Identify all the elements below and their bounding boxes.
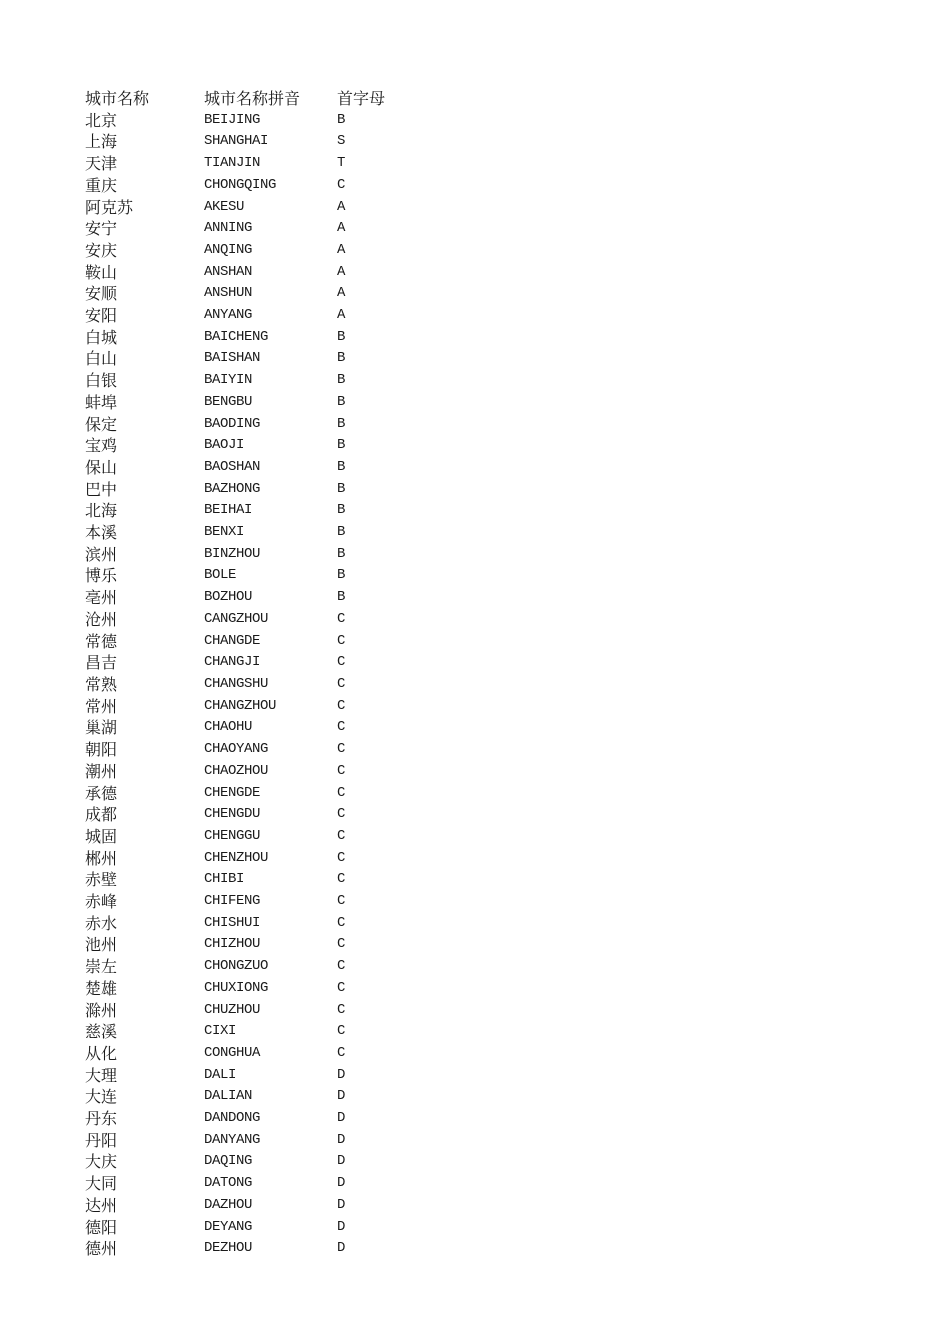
city-initial-cell: B: [337, 502, 346, 519]
city-initial-cell: B: [337, 524, 346, 541]
city-initial-cell: C: [337, 719, 346, 736]
city-initial-cell: C: [337, 654, 346, 671]
table-row: [85, 435, 407, 457]
city-name-cell: 白银: [85, 371, 118, 391]
city-name-cell: 安庆: [85, 240, 118, 260]
city-initial-cell: B: [337, 393, 346, 410]
table-row: [85, 869, 407, 891]
city-pinyin-cell: CHANGJI: [204, 654, 261, 671]
city-initial-cell: A: [337, 285, 346, 302]
city-name-cell: 大理: [85, 1065, 118, 1085]
table-row: [85, 631, 407, 653]
table-row: [85, 457, 407, 479]
city-name-cell: 丹东: [85, 1109, 118, 1129]
table-row: [85, 717, 407, 739]
city-pinyin-cell: CHIBI: [204, 871, 245, 888]
table-row: [85, 978, 407, 1000]
city-pinyin-cell: ANQING: [204, 241, 253, 258]
city-pinyin-cell: BENXI: [204, 524, 245, 541]
city-pinyin-cell: BOLE: [204, 567, 237, 584]
city-initial-cell: C: [337, 675, 346, 692]
city-name-cell: 常熟: [85, 674, 118, 694]
city-pinyin-cell: CHANGZHOU: [204, 697, 277, 714]
city-pinyin-cell: CONGHUA: [204, 1044, 261, 1061]
table-row: [85, 1238, 407, 1260]
table-row: [85, 110, 407, 132]
city-initial-cell: B: [337, 111, 346, 128]
city-name-cell: 崇左: [85, 957, 118, 977]
city-name-cell: 阿克苏: [85, 197, 134, 217]
city-pinyin-cell: CHONGQING: [204, 176, 277, 193]
city-initial-cell: C: [337, 936, 346, 953]
city-pinyin-cell: ANNING: [204, 220, 253, 237]
city-pinyin-cell: BAISHAN: [204, 350, 261, 367]
table-row: [85, 1108, 407, 1130]
city-name-cell: 沧州: [85, 609, 118, 629]
city-initial-cell: D: [337, 1110, 346, 1127]
header-city-pinyin: 城市名称拼音: [204, 89, 301, 108]
city-name-cell: 安阳: [85, 306, 118, 326]
city-name-cell: 保山: [85, 457, 118, 477]
city-initial-cell: C: [337, 1001, 346, 1018]
city-name-cell: 潮州: [85, 761, 118, 781]
city-pinyin-cell: BOZHOU: [204, 589, 253, 606]
city-pinyin-cell: DALIAN: [204, 1088, 253, 1105]
city-name-cell: 北京: [85, 110, 118, 130]
city-name-cell: 丹阳: [85, 1130, 118, 1150]
city-initial-cell: C: [337, 1023, 346, 1040]
table-row: [85, 522, 407, 544]
city-name-cell: 滨州: [85, 544, 118, 564]
table-row: [85, 1151, 407, 1173]
city-pinyin-cell: BAOJI: [204, 437, 245, 454]
city-initial-cell: B: [337, 328, 346, 345]
city-initial-cell: C: [337, 632, 346, 649]
city-pinyin-cell: CHAOHU: [204, 719, 253, 736]
city-name-cell: 保定: [85, 414, 118, 434]
city-name-cell: 本溪: [85, 523, 118, 543]
city-list-sheet: [85, 88, 407, 1260]
city-name-cell: 德阳: [85, 1217, 118, 1237]
city-name-cell: 慈溪: [85, 1022, 118, 1042]
city-name-cell: 赤壁: [85, 870, 118, 890]
table-row: [85, 1217, 407, 1239]
city-initial-cell: A: [337, 307, 346, 324]
header-initial: 首字母: [337, 89, 386, 108]
table-row: [85, 783, 407, 805]
header-city-name: 城市名称: [85, 89, 150, 108]
table-row: [85, 565, 407, 587]
city-pinyin-cell: DAQING: [204, 1153, 253, 1170]
city-initial-cell: C: [337, 784, 346, 801]
city-pinyin-cell: CHENZHOU: [204, 849, 269, 866]
city-initial-cell: B: [337, 437, 346, 454]
city-pinyin-cell: CHAOZHOU: [204, 762, 269, 779]
city-pinyin-cell: CHANGSHU: [204, 675, 269, 692]
table-row: [85, 370, 407, 392]
city-pinyin-cell: BEIJING: [204, 111, 261, 128]
city-pinyin-cell: BAIYIN: [204, 372, 253, 389]
city-name-cell: 池州: [85, 935, 118, 955]
city-name-cell: 朝阳: [85, 740, 118, 760]
city-pinyin-cell: BAOSHAN: [204, 458, 261, 475]
table-row: [85, 1021, 407, 1043]
city-initial-cell: B: [337, 545, 346, 562]
city-initial-cell: C: [337, 914, 346, 931]
table-row: [85, 392, 407, 414]
city-initial-cell: C: [337, 741, 346, 758]
city-name-cell: 从化: [85, 1043, 118, 1063]
table-row: [85, 218, 407, 240]
table-row: [85, 674, 407, 696]
city-initial-cell: D: [337, 1153, 346, 1170]
city-pinyin-cell: TIANJIN: [204, 155, 261, 172]
city-initial-cell: B: [337, 350, 346, 367]
table-row: [85, 327, 407, 349]
table-row: [85, 848, 407, 870]
city-pinyin-cell: DALI: [204, 1066, 237, 1083]
city-pinyin-cell: CHENGDU: [204, 806, 261, 823]
city-pinyin-cell: ANSHAN: [204, 263, 253, 280]
city-initial-cell: B: [337, 567, 346, 584]
city-initial-cell: S: [337, 133, 346, 150]
city-initial-cell: T: [337, 155, 346, 172]
table-row: [85, 609, 407, 631]
city-pinyin-cell: BAICHENG: [204, 328, 269, 345]
table-row: [85, 500, 407, 522]
city-pinyin-cell: SHANGHAI: [204, 133, 269, 150]
city-name-cell: 达州: [85, 1195, 118, 1215]
table-row: [85, 544, 407, 566]
city-initial-cell: D: [337, 1131, 346, 1148]
city-pinyin-cell: BAODING: [204, 415, 261, 432]
city-pinyin-cell: CHANGDE: [204, 632, 261, 649]
city-initial-cell: C: [337, 806, 346, 823]
city-name-cell: 北海: [85, 501, 118, 521]
city-pinyin-cell: CHUXIONG: [204, 979, 269, 996]
city-name-cell: 白城: [85, 327, 118, 347]
city-name-cell: 大同: [85, 1174, 118, 1194]
city-name-cell: 亳州: [85, 588, 118, 608]
city-name-cell: 白山: [85, 349, 118, 369]
city-pinyin-cell: DANYANG: [204, 1131, 261, 1148]
table-row: [85, 131, 407, 153]
city-initial-cell: C: [337, 1044, 346, 1061]
city-pinyin-cell: CHONGZUO: [204, 958, 269, 975]
city-name-cell: 安宁: [85, 219, 118, 239]
city-name-cell: 上海: [85, 132, 118, 152]
table-row: [85, 1000, 407, 1022]
city-initial-cell: C: [337, 762, 346, 779]
table-row: [85, 934, 407, 956]
city-pinyin-cell: AKESU: [204, 198, 245, 215]
city-pinyin-cell: ANYANG: [204, 307, 253, 324]
city-pinyin-cell: DATONG: [204, 1175, 253, 1192]
header-row: [85, 88, 407, 110]
city-name-cell: 郴州: [85, 848, 118, 868]
city-name-cell: 安顺: [85, 284, 118, 304]
table-row: [85, 1086, 407, 1108]
city-name-cell: 德州: [85, 1239, 118, 1259]
table-row: [85, 175, 407, 197]
city-initial-cell: B: [337, 372, 346, 389]
city-initial-cell: A: [337, 198, 346, 215]
table-row: [85, 761, 407, 783]
city-initial-cell: C: [337, 697, 346, 714]
city-name-cell: 成都: [85, 805, 118, 825]
city-initial-cell: A: [337, 220, 346, 237]
city-name-cell: 楚雄: [85, 978, 118, 998]
table-row: [85, 197, 407, 219]
city-initial-cell: C: [337, 871, 346, 888]
table-row: [85, 891, 407, 913]
table-row: [85, 1130, 407, 1152]
city-initial-cell: D: [337, 1218, 346, 1235]
city-name-cell: 巢湖: [85, 718, 118, 738]
city-pinyin-cell: CHENGDE: [204, 784, 261, 801]
city-initial-cell: C: [337, 849, 346, 866]
table-row: [85, 587, 407, 609]
table-row: [85, 913, 407, 935]
city-name-cell: 常德: [85, 631, 118, 651]
table-row: [85, 240, 407, 262]
city-initial-cell: B: [337, 480, 346, 497]
city-pinyin-cell: BINZHOU: [204, 545, 261, 562]
table-row: [85, 1173, 407, 1195]
table-row: [85, 153, 407, 175]
city-initial-cell: D: [337, 1240, 346, 1257]
city-initial-cell: C: [337, 958, 346, 975]
city-pinyin-cell: CHIFENG: [204, 893, 261, 910]
city-pinyin-cell: DEZHOU: [204, 1240, 253, 1257]
city-initial-cell: A: [337, 263, 346, 280]
city-initial-cell: C: [337, 610, 346, 627]
city-name-cell: 博乐: [85, 566, 118, 586]
table-row: [85, 1043, 407, 1065]
city-table: [85, 88, 407, 1260]
city-initial-cell: A: [337, 241, 346, 258]
city-name-cell: 巴中: [85, 479, 118, 499]
table-row: [85, 479, 407, 501]
city-pinyin-cell: BAZHONG: [204, 480, 261, 497]
city-pinyin-cell: BENGBU: [204, 393, 253, 410]
table-row: [85, 1195, 407, 1217]
city-name-cell: 宝鸡: [85, 436, 118, 456]
city-name-cell: 蚌埠: [85, 392, 118, 412]
city-pinyin-cell: CANGZHOU: [204, 610, 269, 627]
table-row: [85, 348, 407, 370]
city-pinyin-cell: CIXI: [204, 1023, 237, 1040]
city-name-cell: 赤峰: [85, 892, 118, 912]
city-initial-cell: B: [337, 458, 346, 475]
city-initial-cell: C: [337, 176, 346, 193]
city-initial-cell: C: [337, 827, 346, 844]
table-row: [85, 652, 407, 674]
table-row: [85, 1065, 407, 1087]
city-initial-cell: D: [337, 1088, 346, 1105]
city-name-cell: 重庆: [85, 175, 118, 195]
city-name-cell: 昌吉: [85, 653, 118, 673]
table-row: [85, 283, 407, 305]
city-pinyin-cell: BEIHAI: [204, 502, 253, 519]
city-pinyin-cell: DANDONG: [204, 1110, 261, 1127]
city-initial-cell: B: [337, 589, 346, 606]
table-row: [85, 414, 407, 436]
city-initial-cell: D: [337, 1066, 346, 1083]
city-pinyin-cell: ANSHUN: [204, 285, 253, 302]
table-body: [85, 110, 407, 1260]
city-pinyin-cell: CHISHUI: [204, 914, 261, 931]
city-initial-cell: D: [337, 1175, 346, 1192]
city-name-cell: 鞍山: [85, 262, 118, 282]
city-name-cell: 赤水: [85, 913, 118, 933]
city-initial-cell: B: [337, 415, 346, 432]
table-row: [85, 696, 407, 718]
city-initial-cell: C: [337, 979, 346, 996]
city-name-cell: 滁州: [85, 1000, 118, 1020]
table-row: [85, 262, 407, 284]
city-name-cell: 承德: [85, 783, 118, 803]
table-row: [85, 305, 407, 327]
city-name-cell: 大连: [85, 1087, 118, 1107]
city-initial-cell: D: [337, 1196, 346, 1213]
city-name-cell: 城固: [85, 826, 118, 846]
table-row: [85, 826, 407, 848]
city-pinyin-cell: DEYANG: [204, 1218, 253, 1235]
city-pinyin-cell: DAZHOU: [204, 1196, 253, 1213]
city-initial-cell: C: [337, 893, 346, 910]
city-pinyin-cell: CHIZHOU: [204, 936, 261, 953]
city-name-cell: 大庆: [85, 1152, 118, 1172]
city-pinyin-cell: CHENGGU: [204, 827, 261, 844]
city-pinyin-cell: CHAOYANG: [204, 741, 269, 758]
city-name-cell: 常州: [85, 696, 118, 716]
city-name-cell: 天津: [85, 154, 118, 174]
table-header: [85, 88, 407, 110]
table-row: [85, 804, 407, 826]
table-row: [85, 956, 407, 978]
city-pinyin-cell: CHUZHOU: [204, 1001, 261, 1018]
table-row: [85, 739, 407, 761]
